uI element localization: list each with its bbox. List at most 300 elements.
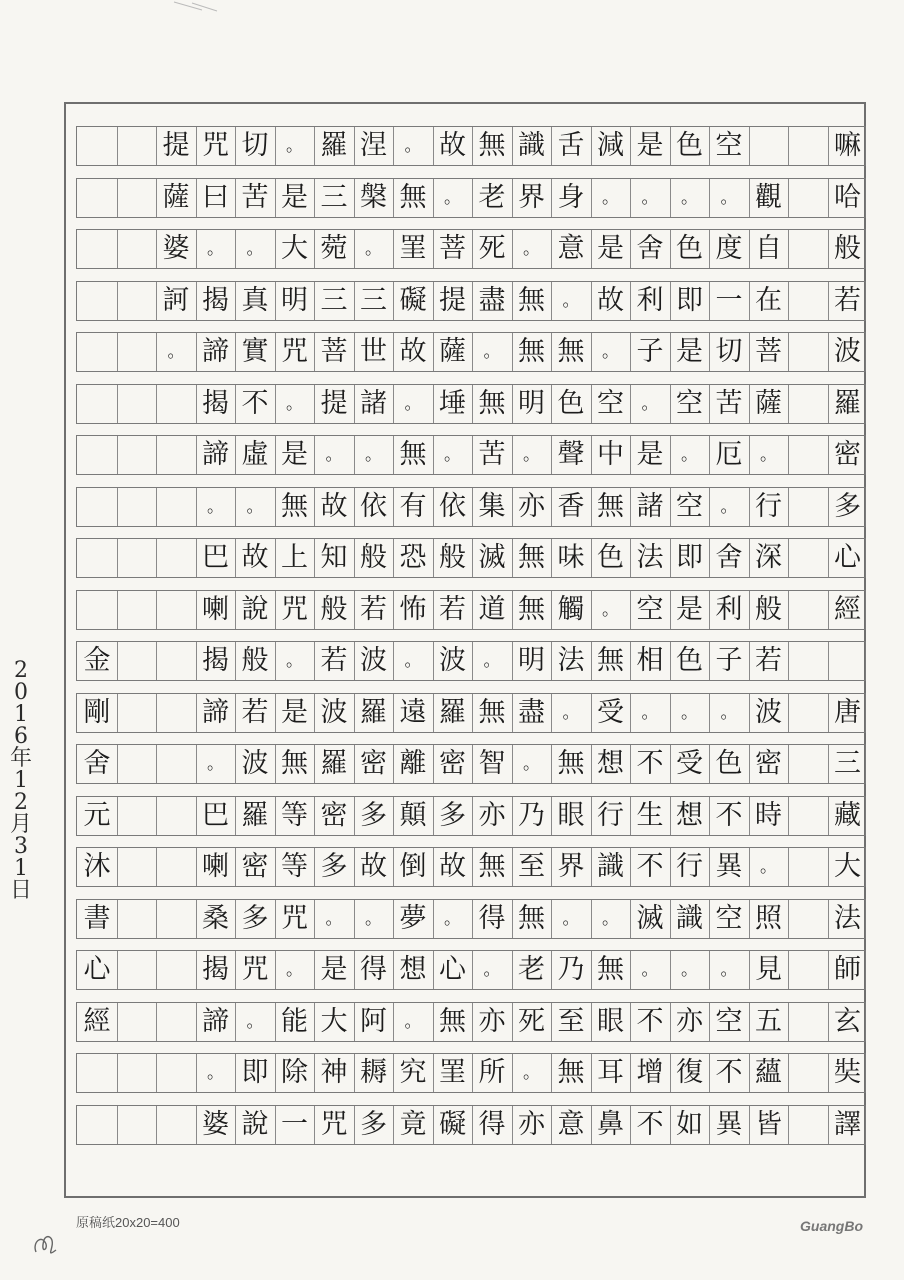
grid-cell-char: 識: [518, 130, 545, 161]
grid-cell-char: [156, 745, 196, 783]
grid-cell-char: [156, 488, 196, 526]
grid-cell-char: 埵: [439, 387, 466, 419]
grid-cell-char: 密: [241, 851, 269, 882]
grid-cell-char: 三: [360, 284, 387, 316]
grid-cell-char: 多: [320, 851, 348, 882]
grid-cell-char: 空: [676, 387, 703, 419]
grid-cell-char: 剛: [83, 696, 111, 728]
grid-cell-char: [117, 642, 157, 680]
grid-cell-char: 沐: [83, 851, 111, 882]
grid-cell-char: 菀: [320, 233, 348, 264]
grid-cell-char: [117, 179, 157, 217]
grid-cell-char: 滅: [478, 542, 506, 573]
grid-cell-char: 心: [439, 954, 466, 985]
grid-cell-char: 亦: [478, 799, 506, 831]
grid-cell-char: 經: [834, 593, 861, 625]
grid-cell-char: 明: [518, 645, 545, 676]
grid-cell-char: [156, 436, 196, 474]
grid-cell-char: 色: [676, 645, 703, 676]
grid-cell-char: 諦: [202, 1005, 229, 1037]
grid-cell-char: 想: [597, 748, 624, 779]
grid-cell-char: 說: [241, 1108, 269, 1140]
grid-cell-char: 提: [320, 387, 348, 419]
grid-cell-char: 無: [597, 490, 624, 522]
grid-cell-char: 眼: [597, 1005, 624, 1037]
grid-cell-char: 異: [715, 851, 743, 882]
grid-cell-char: 得: [360, 954, 387, 985]
grid-cell-char: [77, 385, 117, 423]
grid-cell-char: 皆: [755, 1108, 782, 1140]
grid-cell-char: 度: [715, 233, 743, 264]
grid-cell-char: [788, 1003, 828, 1041]
grid-cell-char: 無: [557, 748, 585, 779]
grid-cell-char: 大: [281, 233, 308, 264]
grid-cell-char: 不: [715, 1057, 743, 1088]
grid-row: [76, 847, 866, 887]
grid-cell-char: 。: [681, 960, 698, 980]
grid-cell-char: 竟: [399, 1108, 427, 1140]
grid-cell-char: 夢: [399, 902, 427, 934]
grid-cell-char: 切: [715, 336, 743, 367]
grid-cell-char: 故: [597, 284, 624, 316]
grid-cell-char: 是: [281, 181, 308, 213]
grid-cell-char: 訶: [162, 284, 190, 316]
grid-cell-char: 觀: [755, 181, 782, 213]
grid-cell-char: 提: [162, 130, 190, 161]
grid-cell-char: 大: [320, 1005, 348, 1037]
grid-cell-char: 。: [207, 496, 224, 517]
grid-cell-char: 見: [755, 954, 782, 985]
grid-cell-char: 法: [834, 902, 861, 934]
grid-cell-char: [117, 1003, 157, 1041]
date-char: 0: [14, 680, 28, 705]
grid-row: [76, 590, 866, 630]
grid-row: [76, 332, 866, 372]
grid-cell-char: 聲: [557, 439, 585, 470]
grid-cell-char: 知: [320, 542, 348, 573]
grid-row: [76, 899, 866, 939]
grid-cell-char: 明: [518, 387, 545, 419]
grid-cell-char: [156, 642, 196, 680]
grid-row: [76, 281, 866, 321]
grid-cell-char: 生: [636, 799, 664, 831]
grid-cell-char: 羅: [320, 130, 348, 161]
grid-cell-char: [788, 848, 828, 886]
grid-cell-char: 意: [557, 233, 585, 264]
grid-cell-char: 心: [834, 542, 861, 573]
grid-cell-char: 諸: [360, 387, 387, 419]
grid-cell-char: 不: [636, 1108, 664, 1140]
grid-cell-char: 。: [286, 393, 303, 414]
grid-cell-char: 揭: [202, 954, 229, 985]
grid-cell-char: 死: [478, 233, 506, 264]
grid-cell-char: 。: [641, 702, 659, 723]
grid-cell-char: 薩: [439, 336, 466, 367]
grid-cell-char: 揭: [202, 284, 229, 316]
grid-cell-char: 阿: [360, 1005, 387, 1037]
grid-cell-char: 喇: [202, 593, 229, 625]
grid-cell-char: [77, 333, 117, 371]
grid-cell-char: 故: [241, 542, 269, 573]
grid-cell-char: 。: [444, 445, 461, 465]
grid-cell-char: 無: [478, 130, 506, 161]
date-char: 1: [14, 856, 28, 881]
grid-cell-char: 受: [676, 748, 703, 779]
grid-cell-char: 實: [241, 336, 269, 367]
grid-cell-char: 乃: [518, 799, 545, 831]
grid-cell-char: 無: [518, 542, 545, 573]
grid-cell-char: 倒: [399, 851, 427, 882]
grid-cell-char: 密: [360, 748, 387, 779]
grid-cell-char: 盡: [518, 696, 545, 728]
grid-cell-char: 至: [518, 851, 545, 882]
grid-cell-char: 無: [518, 336, 545, 367]
grid-row: [76, 796, 866, 836]
grid-cell-char: 法: [557, 645, 585, 676]
grid-cell-char: 書: [83, 902, 111, 934]
grid-row: [76, 744, 866, 784]
grid-cell-char: 離: [399, 748, 427, 779]
grid-cell-char: [788, 282, 828, 320]
grid-cell-char: [156, 1054, 196, 1092]
grid-cell-char: 。: [286, 651, 303, 671]
grid-cell-char: [117, 127, 157, 165]
grid-cell-char: 羅: [439, 696, 466, 728]
grid-cell-char: 羅: [360, 696, 387, 728]
grid-cell-char: [788, 127, 828, 165]
grid-cell-char: 多: [241, 902, 269, 934]
grid-cell-char: 般: [834, 233, 861, 264]
grid-cell-char: 想: [399, 954, 427, 985]
grid-cell-char: 復: [676, 1057, 703, 1088]
grid-cell-char: 諸: [636, 490, 664, 522]
grid-cell-char: 若: [360, 593, 387, 625]
grid-cell-char: 中: [597, 439, 624, 470]
grid-cell-char: 亦: [518, 490, 545, 522]
grid-cell-char: 乃: [557, 954, 585, 985]
grid-cell-char: 。: [602, 187, 619, 208]
grid-cell-char: 等: [281, 851, 308, 882]
grid-cell-char: 。: [365, 445, 382, 465]
grid-cell-char: 苦: [715, 387, 743, 419]
grid-cell-char: [788, 1054, 828, 1092]
grid-cell-char: 密: [439, 748, 466, 779]
grid-cell-char: 無: [557, 336, 585, 367]
grid-cell-char: 羅: [241, 799, 269, 831]
grid-cell-char: 。: [286, 136, 303, 156]
grid-cell-char: [156, 694, 196, 732]
grid-cell-char: [117, 591, 157, 629]
grid-cell-char: 。: [404, 1011, 422, 1032]
grid-cell-char: 無: [597, 645, 624, 676]
grid-cell-char: [828, 642, 868, 680]
grid-cell-char: [156, 797, 196, 835]
grid-cell-char: 至: [557, 1005, 585, 1037]
grid-cell-char: 界: [518, 181, 545, 213]
date-char: 6: [14, 724, 28, 749]
grid-cell-char: [117, 951, 157, 989]
grid-cell-char: [117, 436, 157, 474]
grid-cell-char: 色: [597, 542, 624, 573]
grid-cell-char: 究: [399, 1057, 427, 1088]
grid-cell-char: 三: [320, 181, 348, 213]
grid-cell-char: 。: [207, 239, 224, 259]
grid-cell-char: 。: [483, 960, 501, 980]
grid-cell-char: 身: [557, 181, 585, 213]
grid-cell-char: 礙: [399, 284, 427, 316]
grid-cell-char: 巴: [202, 799, 229, 831]
grid-cell-char: 亦: [676, 1005, 703, 1037]
grid-cell-char: 。: [641, 960, 659, 980]
grid-cell-char: 。: [286, 960, 303, 980]
grid-cell-char: 蘊: [755, 1057, 782, 1088]
grid-cell-char: 滅: [636, 902, 664, 934]
grid-cell-char: 心: [83, 954, 111, 985]
grid-cell-char: [749, 127, 789, 165]
grid-cell-char: 。: [246, 1011, 264, 1032]
grid-cell-char: 耳: [597, 1057, 624, 1088]
handwritten-date: [6, 660, 36, 902]
grid-cell-char: 舍: [715, 542, 743, 573]
grid-cell-char: 苦: [478, 439, 506, 470]
grid-cell-char: 色: [676, 233, 703, 264]
grid-cell-char: 密: [834, 439, 861, 470]
grid-cell-char: 若: [320, 645, 348, 676]
grid-cell-char: 無: [597, 954, 624, 985]
grid-cell-char: 不: [636, 748, 664, 779]
grid-cell-char: [117, 282, 157, 320]
signature-scribble: [30, 1228, 70, 1262]
grid-cell-char: 。: [523, 1063, 540, 1083]
grid-cell-char: [156, 385, 196, 423]
grid-cell-char: 無: [478, 387, 506, 419]
grid-cell-char: 。: [641, 187, 659, 208]
grid-row: [76, 435, 866, 475]
grid-cell-char: 即: [241, 1057, 269, 1088]
grid-cell-char: 。: [720, 702, 738, 723]
grid-cell-char: 。: [641, 393, 659, 414]
scan-corner-mark: [172, 0, 232, 14]
grid-cell-char: 揭: [202, 387, 229, 419]
grid-cell-char: 集: [478, 490, 506, 522]
grid-row: [76, 641, 866, 681]
grid-cell-char: 多: [360, 799, 387, 831]
grid-cell-char: 無: [281, 748, 308, 779]
grid-cell-char: 。: [207, 754, 224, 774]
grid-cell-char: 。: [562, 702, 580, 723]
grid-cell-char: 。: [483, 651, 501, 671]
grid-cell-char: [788, 591, 828, 629]
grid-cell-char: [156, 1106, 196, 1144]
grid-cell-char: 耨: [360, 1057, 387, 1088]
grid-cell-char: 罣: [399, 233, 427, 264]
grid-cell-char: 。: [444, 187, 461, 208]
grid-cell-char: 顛: [399, 799, 427, 831]
grid-cell-char: 盡: [478, 284, 506, 316]
grid-cell-char: 無: [557, 1057, 585, 1088]
grid-cell-char: 等: [281, 799, 308, 831]
grid-cell-char: 色: [676, 130, 703, 161]
grid-cell-char: 亦: [518, 1108, 545, 1140]
grid-cell-char: 礙: [439, 1108, 466, 1140]
grid-cell-char: 明: [281, 284, 308, 316]
grid-cell-char: 空: [597, 387, 624, 419]
grid-cell-char: 法: [636, 542, 664, 573]
date-char: 2: [14, 658, 28, 683]
grid-cell-char: 若: [241, 696, 269, 728]
grid-cell-char: 。: [404, 393, 422, 414]
grid-cell-char: 。: [167, 342, 185, 362]
grid-cell-char: 。: [365, 908, 382, 929]
grid-cell-char: [156, 1003, 196, 1041]
grid-cell-char: 。: [562, 908, 580, 929]
grid-cell-char: 老: [518, 954, 545, 985]
grid-cell-char: 三: [320, 284, 348, 316]
date-char: 年: [9, 746, 32, 771]
grid-cell-char: 不: [636, 851, 664, 882]
grid-cell-char: 波: [360, 645, 387, 676]
grid-cell-char: 故: [360, 851, 387, 882]
grid-cell-char: 罣: [439, 1057, 466, 1088]
grid-cell-char: 苦: [241, 181, 269, 213]
grid-cell-char: 。: [602, 342, 619, 362]
grid-cell-char: 行: [676, 851, 703, 882]
grid-cell-char: 依: [360, 490, 387, 522]
grid-cell-char: 空: [636, 593, 664, 625]
paper-spec-label: 原稿纸20x20=400: [76, 1215, 180, 1230]
grid-cell-char: [788, 951, 828, 989]
grid-cell-char: 照: [755, 902, 782, 934]
date-char: 3: [14, 834, 28, 859]
grid-cell-char: 不: [715, 799, 743, 831]
grid-cell-char: 舍: [83, 748, 111, 779]
grid-cell-char: 。: [325, 445, 343, 465]
grid-cell-char: 是: [676, 593, 703, 625]
grid-row: [76, 950, 866, 990]
grid-cell-char: 曰: [202, 181, 229, 213]
grid-cell-char: 受: [597, 696, 624, 728]
grid-cell-char: 子: [715, 645, 743, 676]
grid-cell-char: 。: [325, 908, 343, 929]
grid-cell-char: 如: [676, 1108, 703, 1140]
grid-cell-char: 無: [399, 181, 427, 213]
grid-cell-char: 所: [478, 1057, 506, 1088]
grid-cell-char: 諦: [202, 696, 229, 728]
grid-cell-char: 哈: [834, 181, 861, 213]
grid-cell-char: 無: [478, 851, 506, 882]
grid-cell-char: 揭: [202, 645, 229, 676]
grid-cell-char: [117, 1054, 157, 1092]
grid-cell-char: 波: [320, 696, 348, 728]
grid-cell-char: 故: [439, 851, 466, 882]
grid-cell-char: 大: [834, 851, 861, 882]
grid-cell-char: 羅: [834, 387, 861, 419]
grid-cell-char: [788, 642, 828, 680]
date-char: 2: [14, 790, 28, 815]
grid-cell-char: [156, 900, 196, 938]
grid-cell-char: 巴: [202, 542, 229, 573]
grid-cell-char: 多: [360, 1108, 387, 1140]
grid-cell-char: [77, 1106, 117, 1144]
grid-cell-char: [788, 179, 828, 217]
grid-cell-char: 波: [834, 336, 861, 367]
grid-cell-char: 。: [444, 908, 461, 929]
grid-cell-char: 一: [715, 284, 743, 316]
grid-cell-char: [117, 797, 157, 835]
grid-cell-char: 若: [834, 284, 861, 316]
grid-cell-char: 咒: [281, 336, 308, 367]
grid-cell-char: 。: [720, 187, 738, 208]
grid-cell-char: [156, 848, 196, 886]
grid-cell-char: 薩: [755, 387, 782, 419]
grid-cell-char: 無: [518, 593, 545, 625]
grid-cell-char: [788, 385, 828, 423]
grid-cell-char: 故: [320, 490, 348, 522]
grid-cell-char: 菩: [755, 336, 782, 367]
grid-cell-char: 波: [755, 696, 782, 728]
grid-cell-char: 識: [676, 902, 703, 934]
grid-cell-char: 道: [478, 593, 506, 625]
grid-cell-char: 舍: [636, 233, 664, 264]
grid-cell-char: 增: [636, 1057, 664, 1088]
grid-cell-char: 般: [241, 645, 269, 676]
grid-cell-char: 死: [518, 1005, 545, 1037]
grid-cell-char: 多: [834, 490, 861, 522]
grid-cell-char: 得: [478, 902, 506, 934]
grid-cell-char: 是: [636, 439, 664, 470]
grid-cell-char: 相: [636, 645, 664, 676]
grid-row: [76, 1053, 866, 1093]
date-char: 日: [9, 878, 32, 903]
grid-cell-char: 味: [557, 542, 585, 573]
grid-cell-char: [117, 488, 157, 526]
grid-cell-char: 提: [439, 284, 466, 316]
grid-cell-char: 自: [755, 233, 782, 264]
grid-cell-char: 般: [755, 593, 782, 625]
grid-cell-char: 婆: [162, 233, 190, 264]
grid-cell-char: 。: [404, 651, 422, 671]
grid-cell-char: 子: [636, 336, 664, 367]
grid-cell-char: 。: [483, 342, 501, 362]
grid-cell-char: 咒: [320, 1108, 348, 1140]
grid-cell-char: 空: [715, 1005, 743, 1037]
grid-cell-char: [77, 282, 117, 320]
grid-cell-char: 界: [557, 851, 585, 882]
grid-cell-char: [77, 1054, 117, 1092]
grid-cell-char: 槃: [360, 181, 387, 213]
grid-cell-char: 無: [518, 902, 545, 934]
grid-cell-char: 。: [562, 290, 580, 311]
grid-cell-char: 密: [320, 799, 348, 831]
grid-cell-char: 真: [241, 284, 269, 316]
grid-cell-char: 密: [755, 748, 782, 779]
date-char: 1: [14, 702, 28, 727]
brand-logo: GuangBo: [800, 1218, 863, 1234]
grid-cell-char: 諦: [202, 336, 229, 367]
grid-cell-char: 恐: [399, 542, 427, 573]
grid-cell-char: 能: [281, 1005, 308, 1037]
grid-cell-char: 即: [676, 542, 703, 573]
grid-cell-char: 一: [281, 1108, 308, 1140]
grid-cell-char: [117, 900, 157, 938]
grid-cell-char: 。: [602, 599, 619, 620]
grid-cell-char: 般: [360, 542, 387, 573]
grid-cell-char: 喇: [202, 851, 229, 882]
grid-cell-char: 不: [636, 1005, 664, 1037]
grid-cell-char: [788, 694, 828, 732]
grid-cell-char: 金: [83, 645, 111, 676]
grid-cell-char: 想: [676, 799, 703, 831]
